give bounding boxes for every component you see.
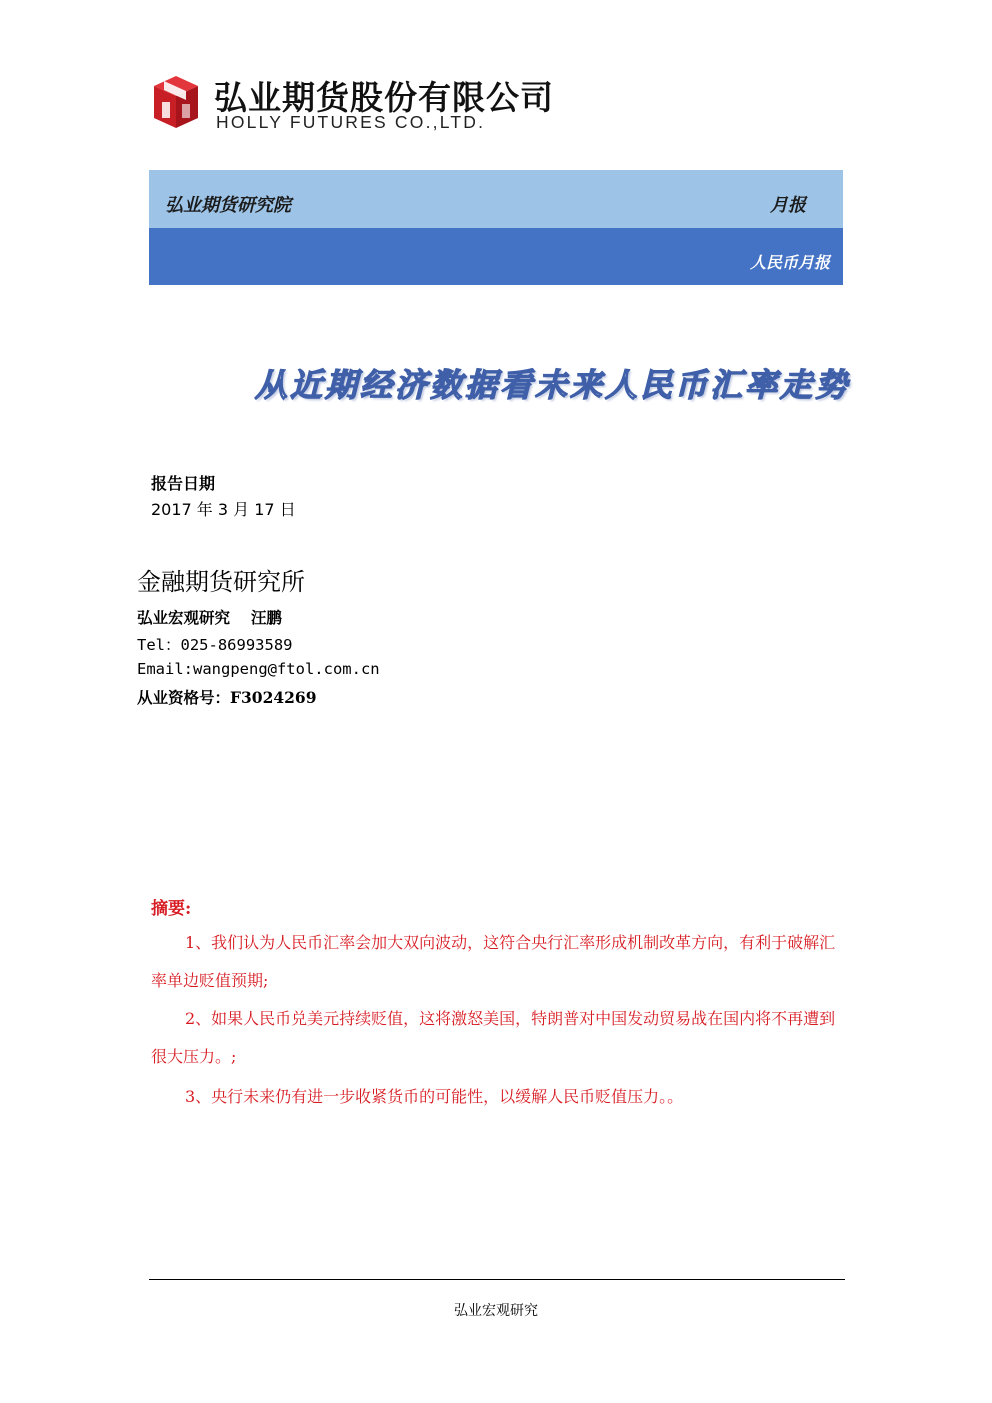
institute-name: 金融期货研究所 <box>137 568 305 596</box>
summary-point: 1、我们认为人民币汇率会加大双向波动，这符合央行汇率形成机制改革方向，有利于破解汇率单边贬值预期; <box>151 933 836 990</box>
summary-point: 2、如果人民币兑美元持续贬值，这将激怒美国，特朗普对中国发动贸易战在国内将不再遭到很大压力。; <box>151 1009 836 1066</box>
author-license: 从业资格号：F3024269 <box>137 688 317 707</box>
department-label: 弘业期货研究院 <box>165 195 291 216</box>
author-email: Email:wangpeng@ftol.com.cn <box>137 660 380 678</box>
report-date-value: 2017 年 3 月 17 日 <box>151 500 296 519</box>
footer-divider <box>149 1279 845 1280</box>
summary-heading: 摘要: <box>151 899 192 919</box>
summary-point: 3、央行未来仍有进一步收紧货币的可能性，以缓解人民币贬值压力。。 <box>185 1087 684 1106</box>
footer-text: 弘业宏观研究 <box>454 1303 538 1319</box>
author-tel: Tel：025-86993589 <box>137 636 293 654</box>
report-subtype-label: 人民币月报 <box>749 253 830 272</box>
report-date-label: 报告日期 <box>151 474 216 493</box>
report-title: 从近期经济数据看未来人民币汇率走势 <box>254 366 850 404</box>
report-type-label: 月报 <box>770 195 806 216</box>
company-logo-icon <box>150 72 202 130</box>
author-line: 弘业宏观研究 汪鹏 <box>137 608 282 627</box>
header-band-dark <box>149 228 843 285</box>
company-name-en: HOLLY FUTURES CO.,LTD. <box>216 112 486 132</box>
company-name-cn: 弘业期货股份有限公司 <box>214 78 554 117</box>
